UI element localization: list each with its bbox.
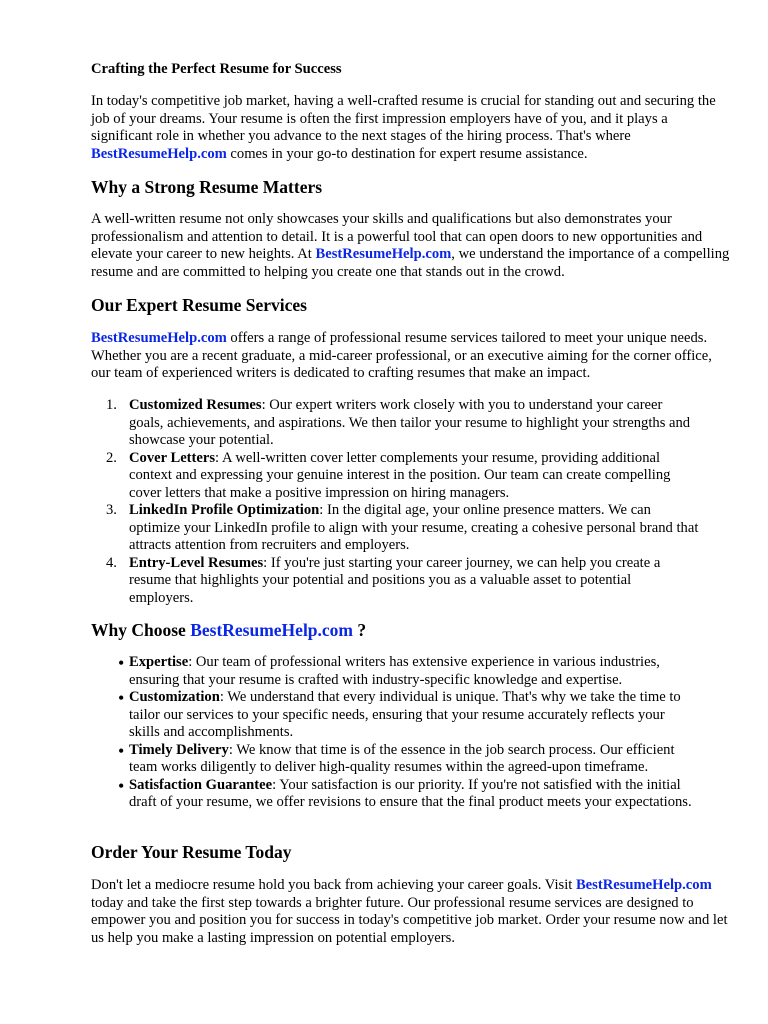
list-number: 1. [106, 397, 117, 413]
benefit-desc: : Your satisfaction is our priority. If you're not satisfied with the initial draft of your resume, we offer revisions to ensure that the final product meets your expectations. [129, 776, 692, 810]
service-desc: : A well-written cover letter complements your resume, providing additional context and expressing your genuine interest in the position. Our team can create compelling cover letters that make a positive impression on hiring managers. [129, 449, 671, 501]
benefit-desc: : We know that time is of the essence in the job search process. Our efficient team works diligently to deliver high-quality resumes within the agreed-upon timeframe. [129, 741, 675, 775]
intro-site-link[interactable]: BestResumeHelp.com [91, 145, 227, 162]
service-term: Cover Letters [129, 449, 216, 466]
why-choose-site-link[interactable]: BestResumeHelp.com [190, 620, 354, 640]
benefit-term: Satisfaction Guarantee [129, 776, 273, 793]
service-term: Customized Resumes [129, 397, 262, 413]
list-number: 3. [106, 502, 117, 518]
services-text: offers a range of professional resume services tailored to meet your unique needs. Whether you are a recent graduate, a mid-career professional, or an executive aiming for the corner office, our team of experienced writers is dedicated to crafting resumes that make an impact. [91, 330, 712, 381]
document-title: Crafting the Perfect Resume for Success [91, 61, 342, 77]
service-item [91, 397, 699, 450]
service-term: Entry-Level Resumes [129, 554, 264, 571]
intro-tail: comes in your go-to destination for expert resume assistance. [226, 145, 588, 162]
benefit-term: Customization [129, 689, 220, 705]
order-text: Don't let a mediocre resume hold you back from achieving your career goals. Visit [91, 877, 576, 893]
service-item [91, 502, 699, 555]
benefit-term: Timely Delivery [129, 741, 229, 758]
bullet-icon: • [118, 740, 125, 761]
why-strong-paragraph [91, 211, 731, 281]
intro-paragraph [91, 93, 731, 163]
order-site-link[interactable]: BestResumeHelp.com [575, 877, 712, 893]
benefits-list [91, 654, 731, 812]
bullet-icon: • [118, 688, 125, 708]
services-site-link[interactable]: BestResumeHelp.com [91, 330, 227, 346]
intro-text: In today's competitive job market, having a well-crafted resume is crucial for standing out and securing the job of your dreams. Your resume is often the first impression employers have of you, and it plays a significant role in whether you advance to the next stages of the hiring process. That's where [91, 93, 716, 144]
bullet-icon: • [118, 775, 125, 796]
service-item [91, 450, 699, 503]
why-strong-tail: , we understand the importance of a compelling resume and are committed to helping you create one that stands out in the crowd. [91, 246, 730, 280]
services-paragraph [91, 330, 731, 383]
benefit-item [91, 689, 699, 742]
service-item [91, 555, 699, 608]
order-tail: today and take the first step towards a brighter future. Our professional resume services are designed to empower you and position you for success in today's competitive job market. Order your resume now and let us help you make a lasting impression on potential employers. [91, 894, 728, 946]
heading-why-strong: Why a Strong Resume Matters [91, 177, 323, 197]
heading-services: Our Expert Resume Services [91, 295, 307, 315]
list-number: 2. [106, 449, 117, 466]
why-choose-suffix: ? [353, 620, 367, 640]
service-desc: : Our expert writers work closely with you to understand your career goals, achievements, and aspirations. We then tailor your resume to highlight your strengths and showcase your potential. [129, 397, 691, 448]
why-strong-text: A well-written resume not only showcases your skills and qualifications but also demonstrates your professionalism and attention to detail. It is a powerful tool that can open doors to new opportunities and elevate your career to new heights. At [91, 211, 703, 262]
list-number: 4. [106, 554, 117, 571]
service-desc: : In the digital age, your online presence matters. We can optimize your LinkedIn profile to align with your resume, creating a cohesive personal brand that attracts attention from recruiters and employers. [129, 502, 699, 553]
benefit-item [91, 654, 699, 689]
benefit-item [91, 777, 699, 812]
services-list [91, 397, 731, 607]
benefit-term: Expertise [129, 654, 189, 670]
service-desc: : If you're just starting your career journey, we can help you create a resume that highlights your potential and positions you as a valuable asset to potential employers. [129, 554, 661, 606]
bullet-icon: • [118, 653, 125, 673]
service-term: LinkedIn Profile Optimization [129, 502, 320, 518]
heading-order: Order Your Resume Today [91, 842, 292, 862]
benefit-desc: : Our team of professional writers has extensive experience in various industries, ensuring that your resume is crafted with industry-specific knowledge and expertise. [129, 654, 660, 688]
why-choose-prefix: Why Choose [91, 620, 191, 640]
heading-why-choose [91, 619, 731, 641]
order-paragraph [91, 877, 731, 947]
why-strong-site-link[interactable]: BestResumeHelp.com [315, 246, 452, 262]
benefit-desc: : We understand that every individual is unique. That's why we take the time to tailor our services to your specific needs, ensuring that your resume accurately reflects your skills and accomplishments. [129, 689, 681, 740]
benefit-item [91, 742, 699, 777]
